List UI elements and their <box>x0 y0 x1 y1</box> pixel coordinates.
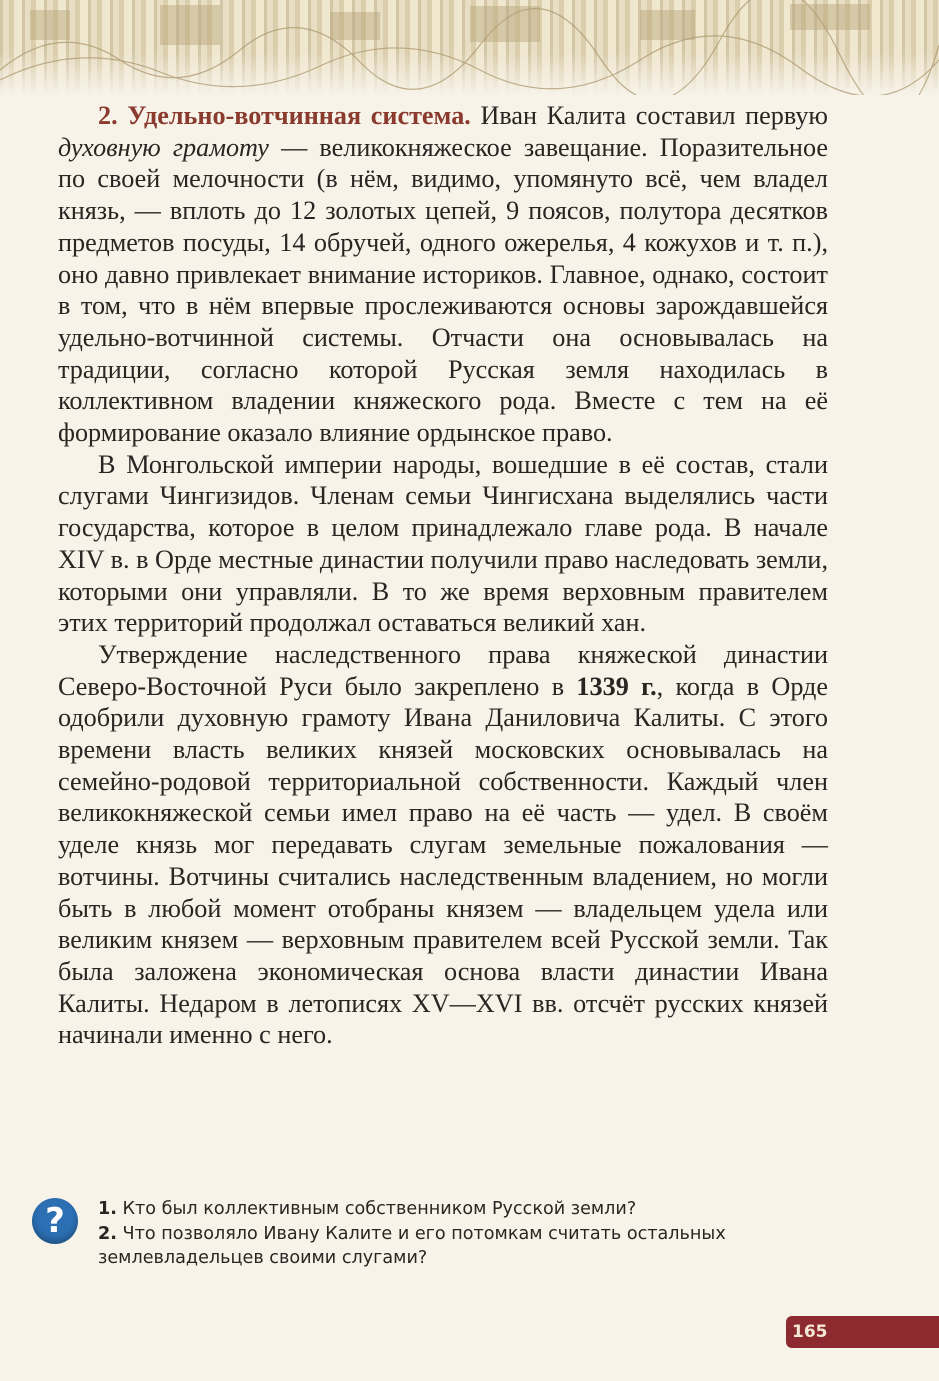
paragraph-1-italic-term: духовную грамоту <box>58 132 269 162</box>
question-2-number: 2. <box>98 1223 117 1244</box>
section-heading: 2. Удельно-вотчинная система. <box>98 101 471 130</box>
page-number: 165 <box>792 1322 828 1342</box>
main-text <box>58 100 828 1051</box>
question-1-number: 1. <box>98 1199 117 1219</box>
banner-ornament <box>0 0 939 95</box>
paragraph-3 <box>58 639 828 1051</box>
paragraph-1-text-b: — великокняжеское завещание. Поразительное по своей мелочности (в нём, видимо, упомянуто всё, чем владел князь, — вплоть до 12 золотых цепей, 9 поясов, полутора десятков предметов посуды, 14 обручей, одного ожерелья, 4 кожухов и т. п.), оно давно привлекает внимание историков. Главное, однако, состоит в том, что в нём впервые прослеживаются основы зарождавшейся удельно-вотчинной системы. Отчасти она основывалась на традиции, согласно которой Русская земля находилась в коллективном владении княжеского рода. Вместе с тем на её формирование оказало влияние ордынское право. <box>58 132 828 448</box>
question-2 <box>98 1222 838 1271</box>
paragraph-2: В Монгольской империи народы, вошедшие в её состав, стали слугами Чингизидов. Членам семьи Чингисхана выделялись части государства, которое в целом принадлежало главе рода. В начале XIV в. в Орде местные династии получили право наследовать земли, которыми они управляли. В то же время верховным правителем этих территорий продолжал оставаться великий хан. <box>58 449 828 638</box>
question-1-text: Кто был коллективным собственником Русской земли? <box>116 1199 637 1219</box>
review-questions <box>98 1197 838 1271</box>
paragraph-3-text-a: Утверждение наследственного права княжеской династии Северо-Восточной Руси было закреплено в <box>58 639 828 701</box>
paragraph-3-text-b: , когда в Орде одобрили духовную грамоту Ивана Даниловича Калиты. С этого времени власть великих князей московских основывалась на семейно-родовой территориальной собственности. Каждый член великокняжеской семьи имел право на её часть — удел. В своём уделе князь мог передавать слугам земельные пожалования — вотчины. Вотчины считались наследственным владением, но могли быть в любой момент отобраны князем — владельцем удела или великим князем — верховным правителем всей Русской земли. Так была заложена экономическая основа власти династии Ивана Калиты. Недаром в летописях XV—XVI вв. отсчёт русских князей начинали именно с него. <box>58 671 829 1050</box>
question-mark-icon: ? <box>32 1198 78 1244</box>
paragraph-1-text-a: Иван Калита составил первую <box>470 101 828 130</box>
question-1 <box>98 1197 838 1222</box>
paragraph-3-year: 1339 г. <box>576 671 657 701</box>
paragraph-1 <box>58 100 828 449</box>
question-2-text: Что позволяло Ивану Калите и его потомкам считать остальных землевладельцев своими слугами? <box>98 1223 726 1268</box>
